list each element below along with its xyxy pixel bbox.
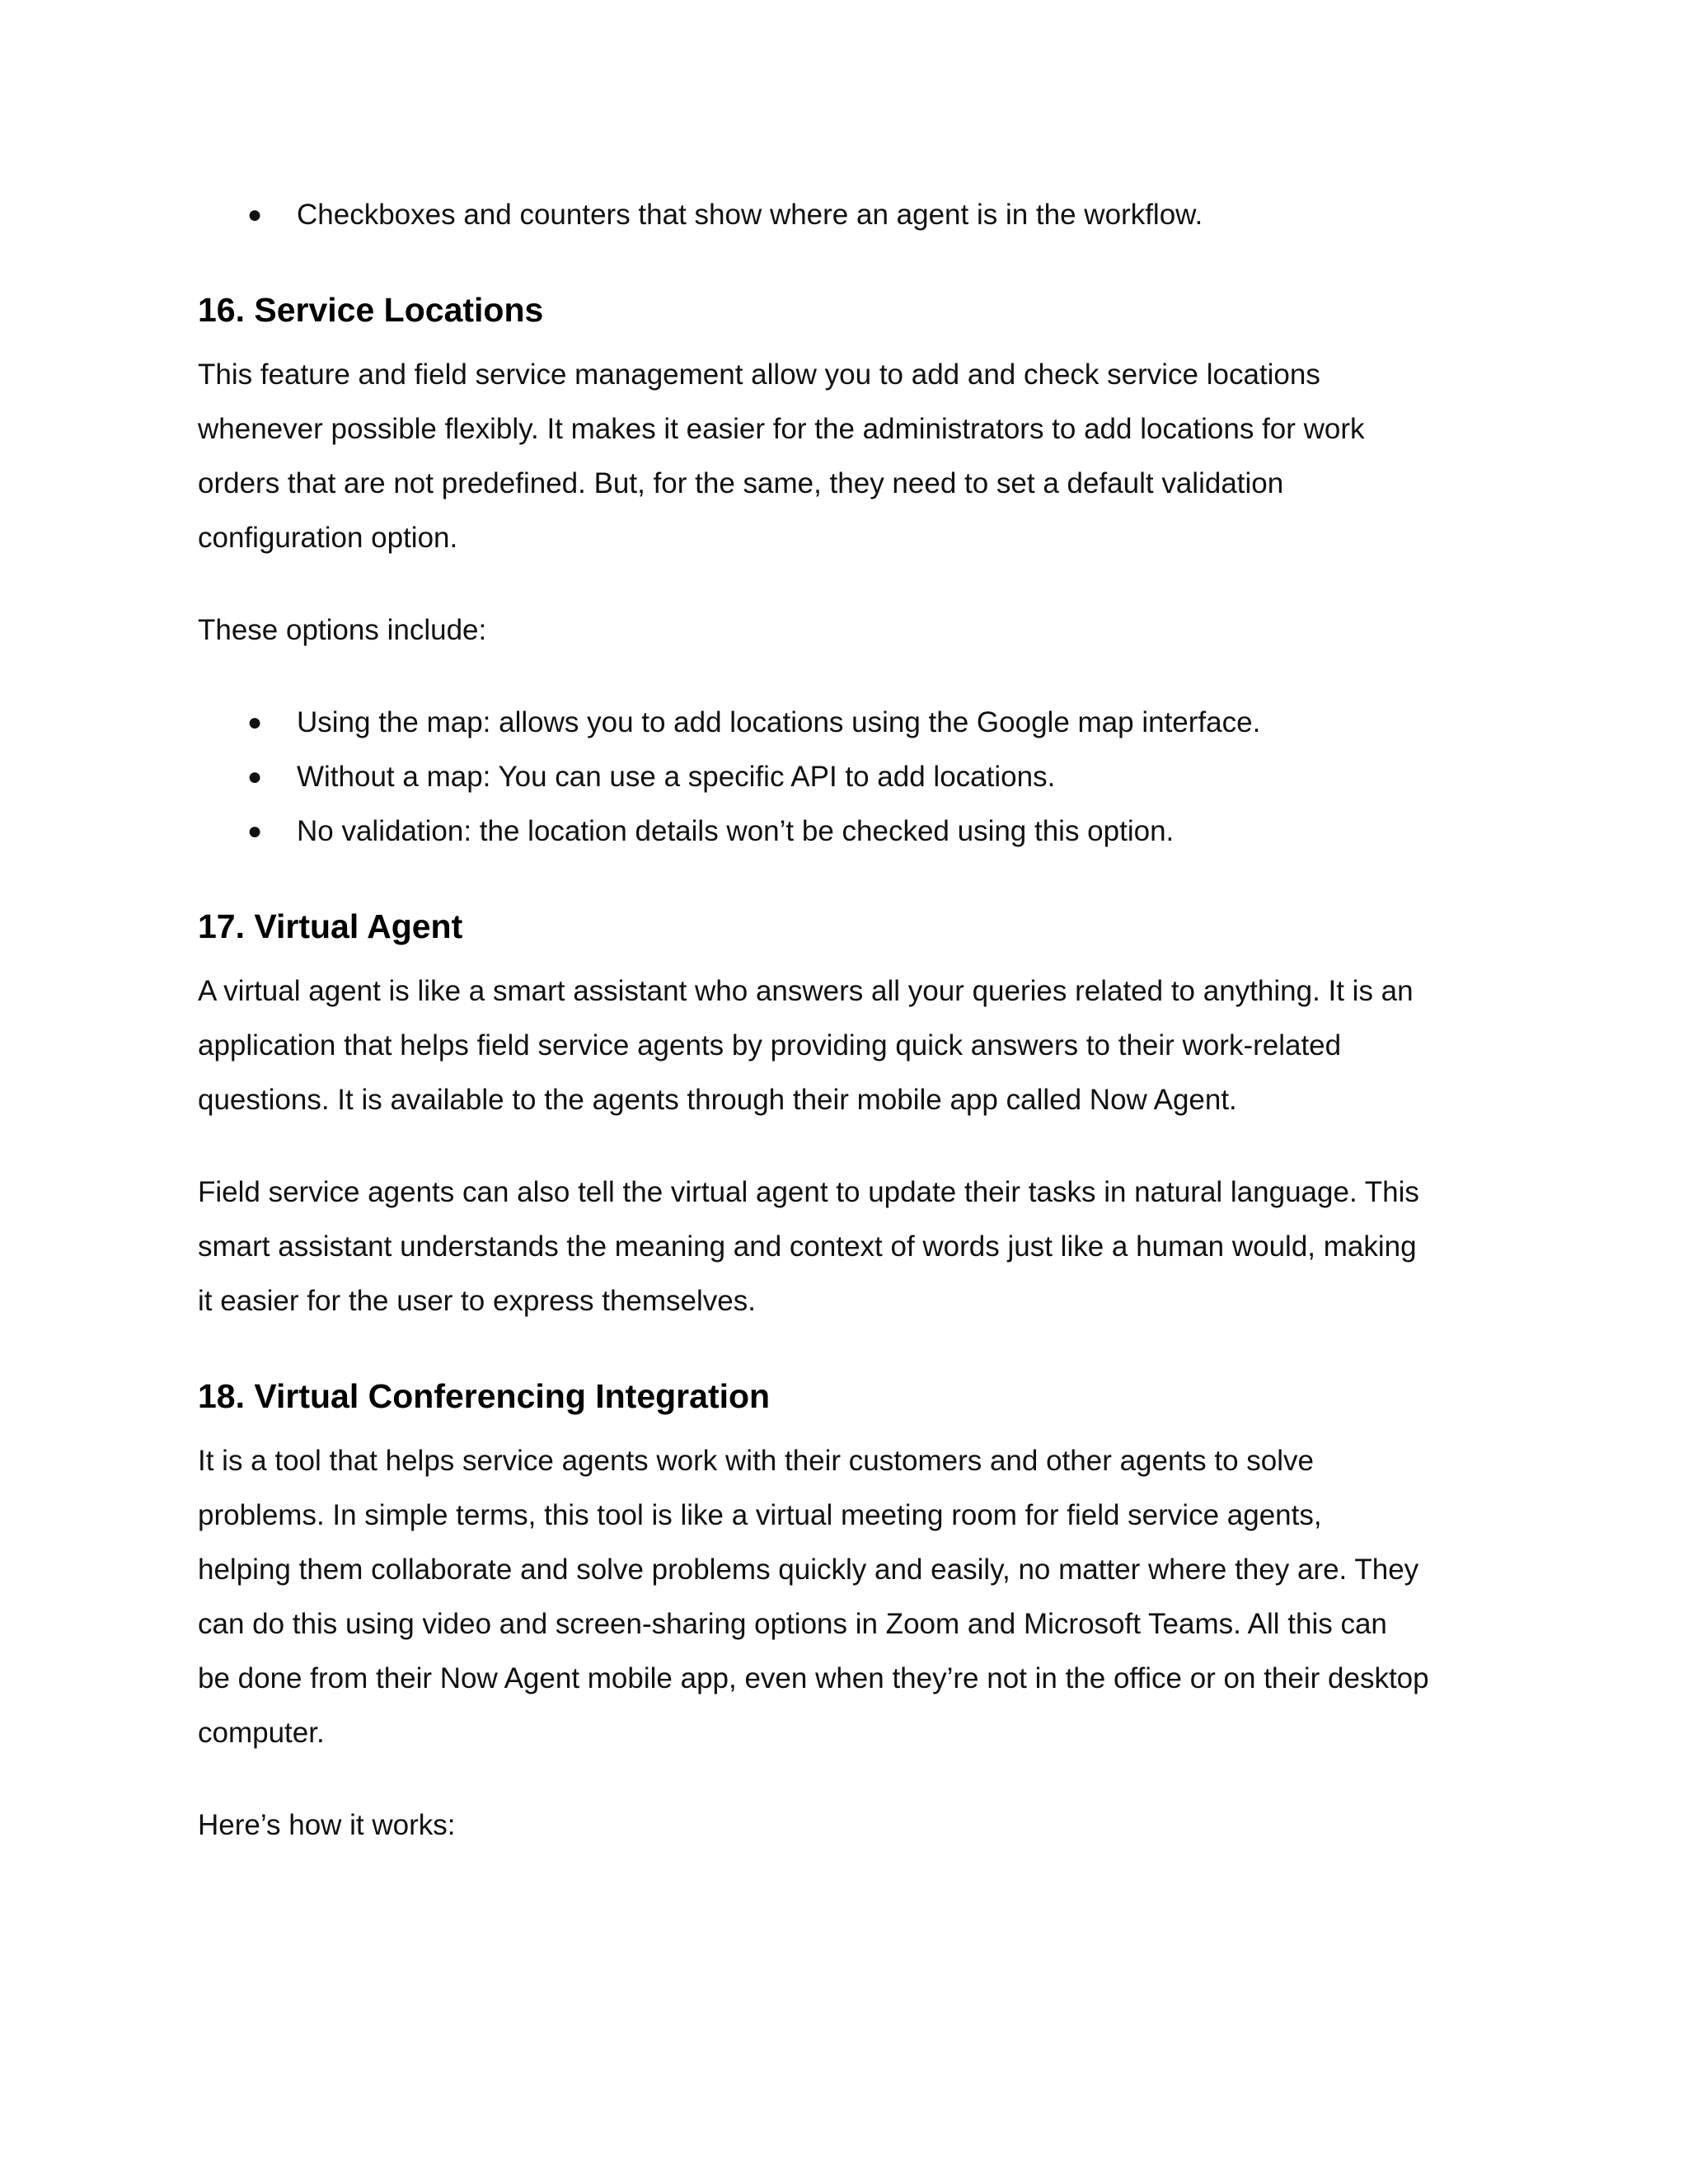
paragraph-line: can do this using video and screen-sharing options in Zoom and Microsoft Teams. All this can [198,1608,1387,1640]
paragraph-line: Field service agents can also tell the virtual agent to update their tasks in natural language. This [198,1176,1419,1208]
paragraph-line: helping them collaborate and solve problems quickly and easily, no matter where they are. They [198,1554,1419,1586]
paragraph-line: questions. It is available to the agents through their mobile app called Now Agent. [198,1084,1237,1116]
paragraph-line: be done from their Now Agent mobile app, even when they’re not in the office or on their desktop [198,1662,1429,1694]
paragraph-line: orders that are not predefined. But, for the same, they need to set a default validation [198,467,1284,499]
paragraph-line: whenever possible flexibly. It makes it easier for the administrators to add locations for work [198,413,1365,445]
paragraph-line: application that helps field service agents by providing quick answers to their work-related [198,1029,1342,1062]
paragraph-line: It is a tool that helps service agents work with their customers and other agents to solve [198,1445,1315,1477]
paragraph-line: This feature and field service management allow you to add and check service locations [198,359,1320,391]
bullet-icon: ● [247,709,263,736]
list-item-text: No validation: the location details won’t be checked using this option. [297,815,1175,847]
paragraph-line: computer. [198,1717,325,1749]
section-heading: 17. Virtual Agent [198,907,463,945]
paragraph-line: smart assistant understands the meaning and context of words just like a human would, making [198,1230,1417,1263]
paragraph-line: it easier for the user to express themselves. [198,1285,756,1317]
bullet-icon: ● [247,201,263,228]
list-item-text: Without a map: You can use a specific API to add locations. [297,761,1056,793]
paragraph-line: Here’s how it works: [198,1809,456,1841]
section-heading: 16. Service Locations [198,291,544,329]
bullet-icon: ● [247,763,263,790]
paragraph-line: A virtual agent is like a smart assistant who answers all your queries related to anything. It is an [198,975,1414,1007]
paragraph-line: problems. In simple terms, this tool is like a virtual meeting room for field service agents, [198,1499,1322,1531]
section-heading: 18. Virtual Conferencing Integration [198,1377,771,1415]
bullet-icon: ● [247,818,263,845]
list-item-text: Checkboxes and counters that show where an agent is in the workflow. [297,199,1203,231]
paragraph-line: configuration option. [198,522,458,554]
paragraph-line: These options include: [198,614,487,646]
list-item-text: Using the map: allows you to add locations using the Google map interface. [297,706,1261,738]
